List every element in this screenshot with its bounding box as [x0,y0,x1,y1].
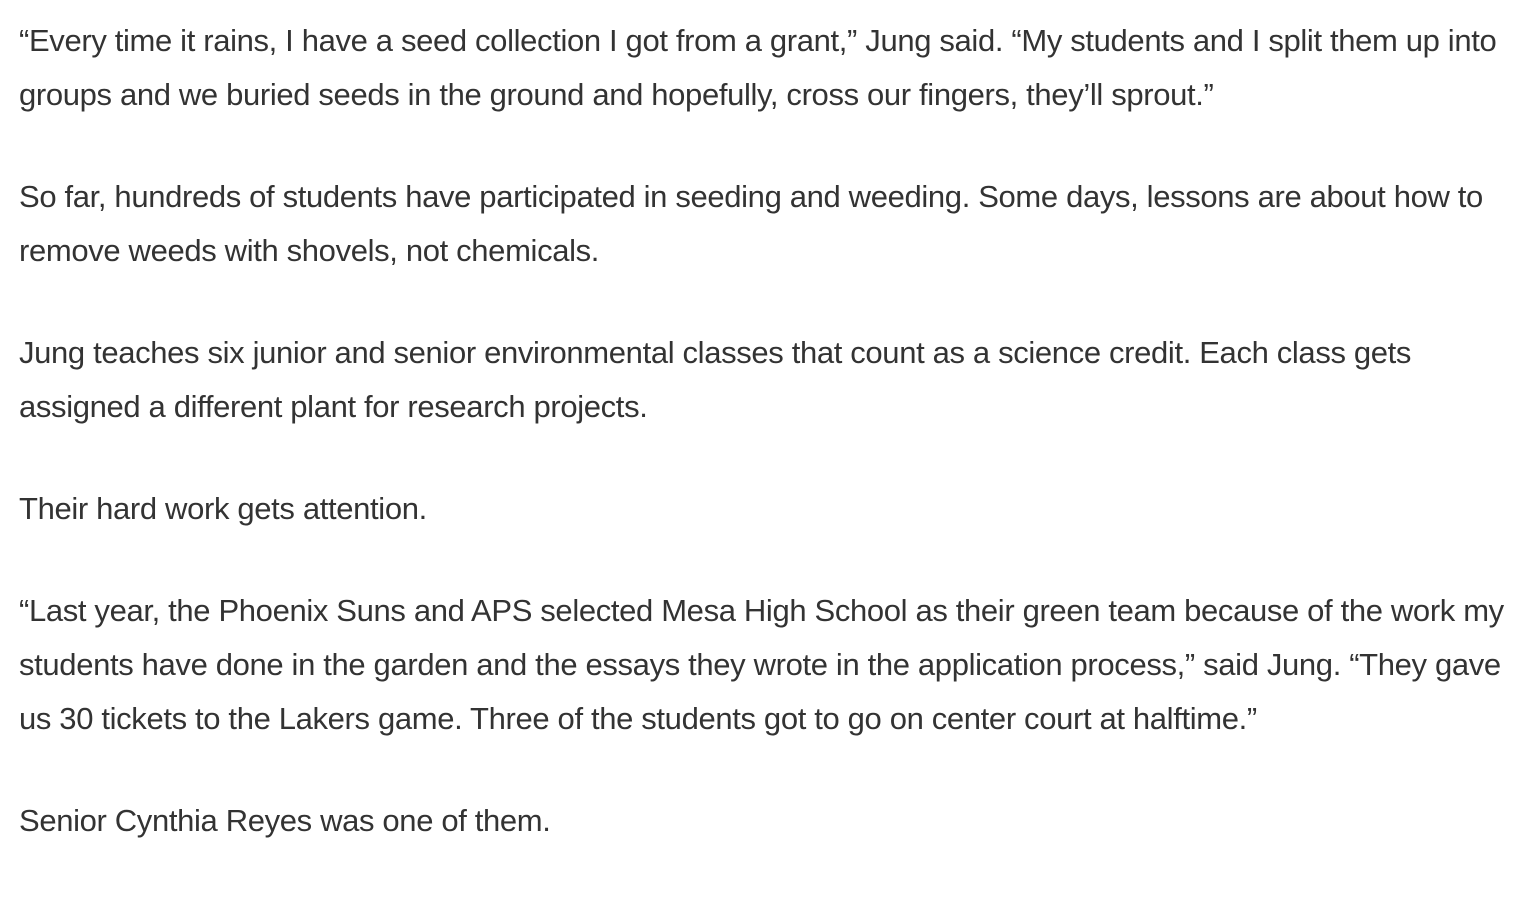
paragraph-environmental-classes: Jung teaches six junior and senior environmental classes that count as a science credit. Each class gets assigned a different plant for research projects. [19,335,1412,424]
paragraph-seed-collection-quote: “Every time it rains, I have a seed collection I got from a grant,” Jung said. “My students and I split them up into groups and we buried seeds in the ground and hopefully, cross our fingers, they’ll sprout.” [19,23,1497,112]
paragraph-hard-work-attention: Their hard work gets attention. [19,491,427,526]
paragraph-seeding-and-weeding: So far, hundreds of students have participated in seeding and weeding. Some days, lessons are about how to remove weeds with shovels, not chemicals. [19,179,1483,268]
paragraph-cynthia-reyes: Senior Cynthia Reyes was one of them. [19,803,551,838]
paragraph-phoenix-suns-quote: “Last year, the Phoenix Suns and APS selected Mesa High School as their green team because of the work my students have done in the garden and the essays they wrote in the application process,” said Jung. “They gave us 30 tickets to the Lakers game. Three of the students got to go on center court at halftime.” [19,593,1504,736]
article-body [19,14,1519,848]
